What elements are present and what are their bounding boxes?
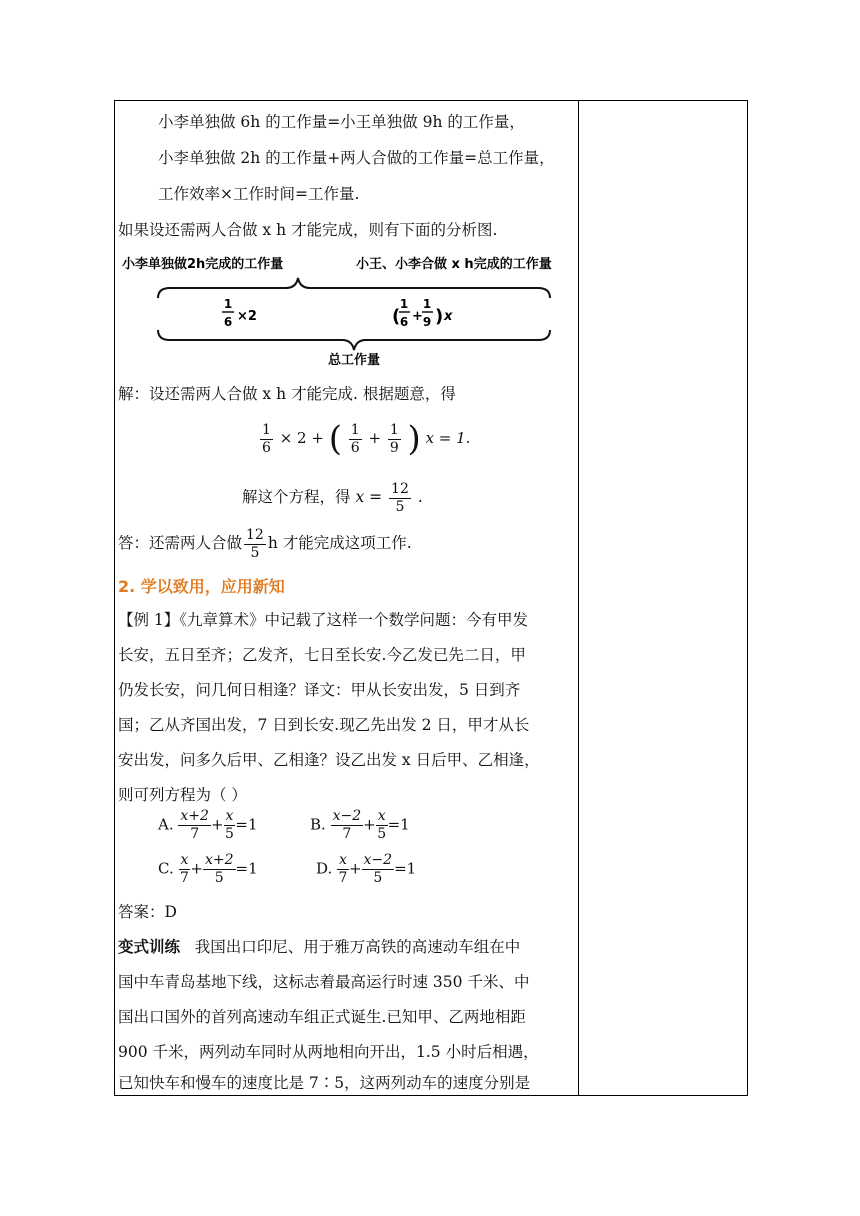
diagram-label-right: 小王、小李合做 x h完成的工作量 <box>356 257 552 272</box>
variant-line-3: 国出口国外的首列高速动车组正式诞生.已知甲、乙两地相距 <box>118 1008 526 1026</box>
example-line-5: 安出发，问多久后甲、乙相逢？设乙出发 x 日后甲、乙相逢， <box>118 751 540 769</box>
diagram-left-tail: ×2 <box>237 309 257 324</box>
bottom-brace <box>158 330 550 350</box>
setup-line: 如果设还需两人合做 x h 才能完成，则有下面的分析图. <box>118 221 498 239</box>
option-d[interactable]: D. $\frac{x}{7}$ + $\frac{x-2}{5}$ =1 <box>316 852 417 886</box>
diagram-right-var: x <box>444 309 453 324</box>
variant-line-1: 变式训练 我国出口印尼、用于雅万高铁的高速动车组在中 <box>118 938 521 956</box>
solution-intro: 解：设还需两人合做 x h 才能完成. 根据题意，得 <box>118 385 456 403</box>
diagram-left-den: 6 <box>223 315 233 329</box>
diagram-paren-close: ) <box>435 306 444 327</box>
variant-title: 变式训练 <box>118 938 181 956</box>
diagram-right-b-num: 1 <box>422 297 432 311</box>
diagram-paren-open: ( <box>392 306 401 327</box>
example-line-2: 长安，五日至齐；乙发齐，七日至长安.今乙发已先二日，甲 <box>118 646 526 664</box>
example-line-3: 仍发长安，问几何日相逢？译文：甲从长安出发，5 日到齐 <box>118 681 521 699</box>
answer-line: 答案：D <box>118 903 177 921</box>
solution-equation: $\frac{1}{6}$ × 2 + ( $\frac{1}{6}$ + $\frac{1}{9}$ ) x = 1. <box>262 419 471 459</box>
top-brace <box>158 278 550 298</box>
solution-solve: 解这个方程，得 x = $\frac{12}{5}$ . <box>242 480 423 515</box>
diagram-total-label: 总工作量 <box>327 353 381 368</box>
analysis-diagram <box>118 248 558 368</box>
diagram-label-left: 小李单独做2h完成的工作量 <box>122 257 284 272</box>
option-b[interactable]: B. $\frac{x-2}{7}$ + $\frac{x}{5}$ =1 <box>310 808 410 842</box>
diagram-left-num: 1 <box>223 297 233 311</box>
intro-line-1: 小李单独做 6h 的工作量=小王单独做 9h 的工作量， <box>158 113 525 131</box>
solution-answer: 答：还需两人合做 $\frac{12}{5}$ h 才能完成这项工作. <box>118 526 412 561</box>
diagram-right-b-den: 9 <box>422 315 432 329</box>
variant-line-5: 已知快车和慢车的速度比是 7∶5，这两列动车的速度分别是 <box>118 1074 531 1092</box>
variant-line-4: 900 千米，两列动车同时从两地相向开出，1.5 小时后相遇， <box>118 1043 539 1061</box>
diagram-right-plus: + <box>412 309 423 324</box>
column-divider <box>578 100 579 1096</box>
example-line-1: 【例 1】《九章算术》中记载了这样一个数学问题：今有甲发 <box>118 611 529 629</box>
example-line-6: 则可列方程为（ ） <box>118 786 247 804</box>
option-a[interactable]: A. $\frac{x+2}{7}$ + $\frac{x}{5}$ =1 <box>158 808 258 842</box>
diagram-right-a-den: 6 <box>399 315 409 329</box>
variant-line-2: 国中车青岛基地下线，这标志着最高运行时速 350 千米、中 <box>118 973 530 991</box>
diagram-right-a-num: 1 <box>399 297 409 311</box>
example-line-4: 国；乙从齐国出发，7 日到长安.现乙先出发 2 日，甲才从长 <box>118 716 530 734</box>
intro-line-2: 小李单独做 2h 的工作量+两人合做的工作量=总工作量， <box>158 149 555 167</box>
section-heading: 2. 学以致用，应用新知 <box>118 577 285 596</box>
option-c[interactable]: C. $\frac{x}{7}$ + $\frac{x+2}{5}$ =1 <box>158 852 258 886</box>
intro-line-3: 工作效率×工作时间=工作量. <box>158 185 360 203</box>
